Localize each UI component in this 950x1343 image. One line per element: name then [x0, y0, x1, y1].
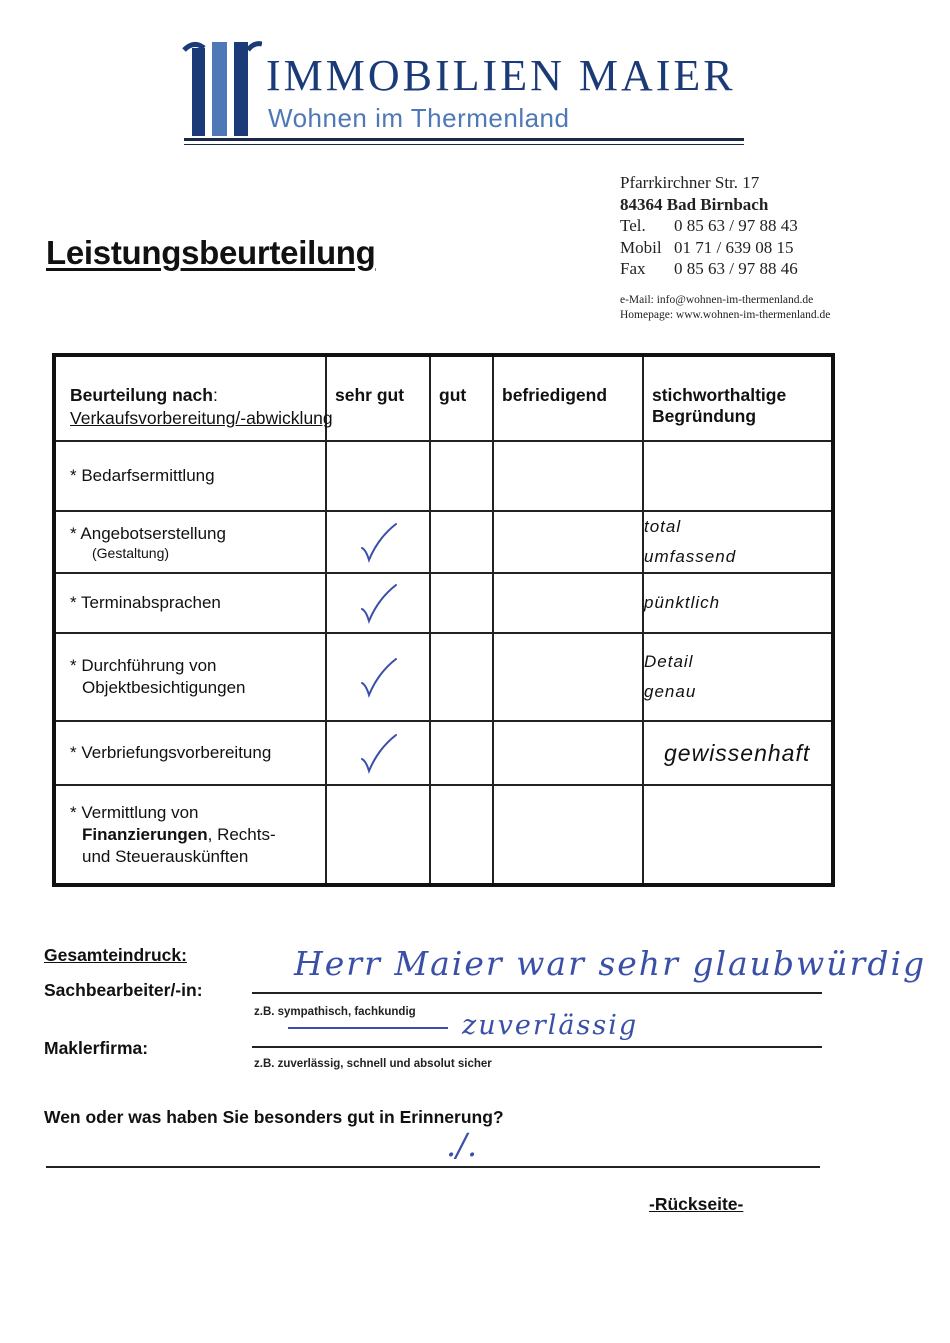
maklerfirma-label: Maklerfirma: [44, 1038, 149, 1058]
cell-comment[interactable]: total umfassend [643, 511, 833, 573]
cell-sehr-gut[interactable] [326, 633, 430, 721]
maklerfirma-line [252, 1046, 822, 1048]
col-befriedigend: befriedigend [493, 355, 643, 441]
sachbearbeiter-label: Sachbearbeiter/-in: [44, 980, 203, 1000]
col-sehr-gut: sehr gut [326, 355, 430, 441]
criterion-label: * Verbriefungsvorbereitung [54, 721, 326, 785]
question-line [46, 1166, 820, 1168]
checkmark-icon [356, 655, 400, 699]
handwritten-dash [288, 1027, 448, 1029]
sachbearbeiter-answer[interactable]: Herr Maier war sehr glaubwürdig [294, 944, 927, 983]
cell-gut[interactable] [430, 511, 493, 573]
evaluation-table [52, 353, 835, 887]
criterion-label: * Angebotserstellung (Gestaltung) [54, 511, 326, 573]
cell-sehr-gut[interactable] [326, 511, 430, 573]
cell-befriedigend[interactable] [493, 573, 643, 633]
cell-sehr-gut[interactable] [326, 573, 430, 633]
checkmark-icon [356, 581, 400, 625]
maklerfirma-answer[interactable]: zuverlässig [462, 1010, 639, 1041]
contact-fax: Fax 0 85 63 / 97 88 46 [620, 259, 798, 278]
table-row [54, 511, 833, 573]
gesamteindruck-label: Gesamteindruck: [44, 945, 187, 965]
contact-web [620, 293, 830, 323]
sachbearbeiter-line [252, 992, 822, 994]
cell-befriedigend[interactable] [493, 721, 643, 785]
cell-befriedigend[interactable] [493, 441, 643, 511]
checkmark-icon [356, 520, 400, 564]
header-rule [184, 138, 744, 141]
criterion-label: * Vermittlung von Finanzierungen, Rechts- und Steuerauskünften [54, 785, 326, 885]
cell-gut[interactable] [430, 573, 493, 633]
criterion-label: * Terminabsprachen [54, 573, 326, 633]
col-gut: gut [430, 355, 493, 441]
cell-comment[interactable] [643, 441, 833, 511]
table-row [54, 721, 833, 785]
contact-city: 84364 Bad Birnbach [620, 194, 769, 214]
maklerfirma-hint: z.B. zuverlässig, schnell und absolut sicher [254, 1058, 492, 1070]
question-label: Wen oder was haben Sie besonders gut in Erinnerung? [44, 1107, 504, 1127]
criterion-label: * Bedarfsermittlung [54, 441, 326, 511]
table-row [54, 573, 833, 633]
table-row [54, 633, 833, 721]
page-title: Leistungsbeurteilung [46, 234, 376, 271]
contact-block [620, 172, 798, 280]
col-criterion: Beurteilung nach: Verkaufsvorbereitung/-abwicklung [54, 355, 326, 441]
company-tagline: Wohnen im Thermenland [268, 103, 570, 133]
question-answer[interactable]: ./. [446, 1126, 478, 1164]
cell-gut[interactable] [430, 785, 493, 885]
criterion-label: * Durchführung von Objektbesichtigungen [54, 633, 326, 721]
cell-sehr-gut[interactable] [326, 721, 430, 785]
cell-sehr-gut[interactable] [326, 441, 430, 511]
sachbearbeiter-hint: z.B. sympathisch, fachkundig [254, 1006, 416, 1018]
rueckseite-label: -Rückseite- [649, 1194, 744, 1214]
col-criterion-sub: Verkaufsvorbereitung/-abwicklung [70, 408, 333, 428]
header-rule-thin [184, 144, 744, 145]
table-header-row [54, 355, 833, 441]
cell-gut[interactable] [430, 721, 493, 785]
cell-gut[interactable] [430, 633, 493, 721]
cell-befriedigend[interactable] [493, 633, 643, 721]
contact-mobil: Mobil 01 71 / 639 08 15 [620, 237, 794, 257]
contact-homepage: Homepage: www.wohnen-im-thermenland.de [620, 309, 831, 321]
cell-comment[interactable]: Detail genau [643, 633, 833, 721]
cell-befriedigend[interactable] [493, 785, 643, 885]
contact-street: Pfarrkirchner Str. 17 [620, 173, 760, 192]
contact-tel: Tel. 0 85 63 / 97 88 43 [620, 216, 798, 235]
checkmark-icon [356, 731, 400, 775]
company-name: IMMOBILIEN MAIER [266, 51, 736, 100]
cell-sehr-gut[interactable] [326, 785, 430, 885]
cell-comment[interactable] [643, 785, 833, 885]
cell-befriedigend[interactable] [493, 511, 643, 573]
cell-comment[interactable]: pünktlich [643, 573, 833, 633]
cell-gut[interactable] [430, 441, 493, 511]
contact-email: e-Mail: info@wohnen-im-thermenland.de [620, 294, 814, 306]
col-begruendung: stichworthaltige Begründung [643, 355, 833, 441]
cell-comment[interactable]: gewissenhaft [643, 721, 833, 785]
table-row [54, 785, 833, 885]
company-logo-icon [182, 40, 262, 138]
table-row [54, 441, 833, 511]
